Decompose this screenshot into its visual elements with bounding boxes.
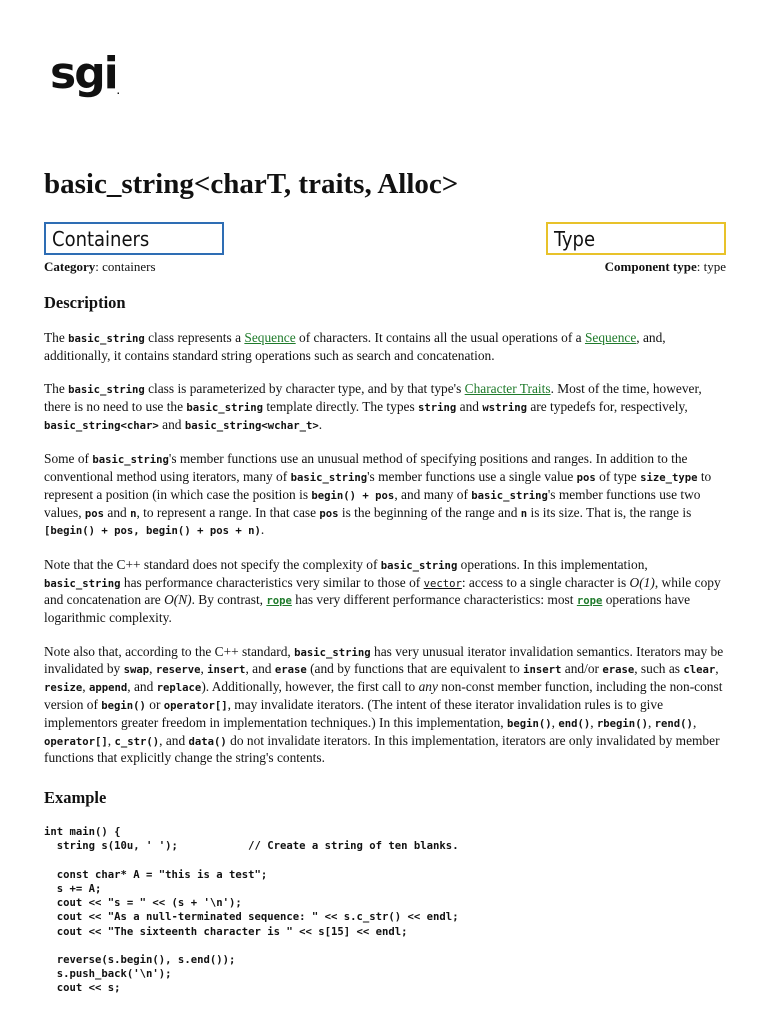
rope-link[interactable]: rope [266,595,292,608]
rope-link-2[interactable]: rope [576,595,603,608]
character-traits-link[interactable]: Character Traits [464,381,551,397]
sgi-logo: sgi. [50,48,118,99]
description-heading: Description [44,293,126,312]
type-badge: Type [546,222,726,255]
component-type-line: Component type: type [604,259,726,274]
example-code-block: int main() { string s(10u, ' '); // Create a string of ten blanks. const char* A = "this is a test"; s += A; cout << "s = " << (s + '\n'); cout << "As a null-terminated sequence: " << s.c_str() << endl; cout << "The sixteenth character is " << s[15] << endl; reverse(s.begin(), s.end()); s.push_back('\n'); cout << s; [44,826,459,995]
main-content [44,292,726,996]
vector-link[interactable]: vector [423,577,462,590]
description-paragraph-1: The basic_string class represents a Sequence of characters. It contains all the usual operations of a Sequence, and, additionally, it contains standard string operations such as search and concatenation. [44,330,666,363]
description-paragraph-5: Note also that, according to the C++ standard, basic_string has very unusual iterator invalidation semantics. Iterators may be invalidated by swap, reserve, insert, and erase (and by functions that are equivalent to insert and/or erase, such as clear, resize, append, and replace). Additionally, however, the first call to any non-const member function, including the non-const version of begin() or operator[], may invalidate iterators. (The intent of these iterator invalidation rules is to give implementors greater freedom in implementation techniques.) In this implementation, begin(), end(), rbegin(), rend(), operator[], c_str(), and data() do not invalidate iterators. In this implementation, iterators are only invalidated by member functions that explicitly change the string's contents. [44,643,724,766]
containers-badge: Containers [44,222,224,255]
description-paragraph-2: The basic_string class is parameterized by character type, and by that type's Character Traits. Most of the time, however, there is no need to use the basic_string template directly. The types string and wstring are typedefs for, respectively, basic_string<char> and basic_string<wchar_t>. [44,381,702,432]
example-heading: Example [44,788,107,808]
description-paragraph-4: Note that the C++ standard does not specify the complexity of basic_string operations. In this implementation, basic_string has performance characteristics very similar to those of vector: access to a single character is O(1), while copy and concatenation are O(N). By contrast, rope has very different performance characteristics: most rope operations have logarithmic complexity. [44,556,721,626]
description-paragraph-3: Some of basic_string's member functions use an unusual method of specifying positions and ranges. In addition to the conventional method using iterators, many of basic_string's member functions use a single value pos of type size_type to represent a position (in which case the position is begin() + pos, and many of basic_string's member functions use two values, pos and n, to represent a range. In that case pos is the beginning of the range and n is its size. That is, the range is [begin() + pos, begin() + pos + n). [44,451,712,538]
sequence-link-2[interactable]: Sequence [584,330,637,345]
sequence-link[interactable]: Sequence [244,330,296,345]
category-line: Category: containers [44,259,156,274]
page-title: basic_string<charT, traits, Alloc> [44,168,459,200]
